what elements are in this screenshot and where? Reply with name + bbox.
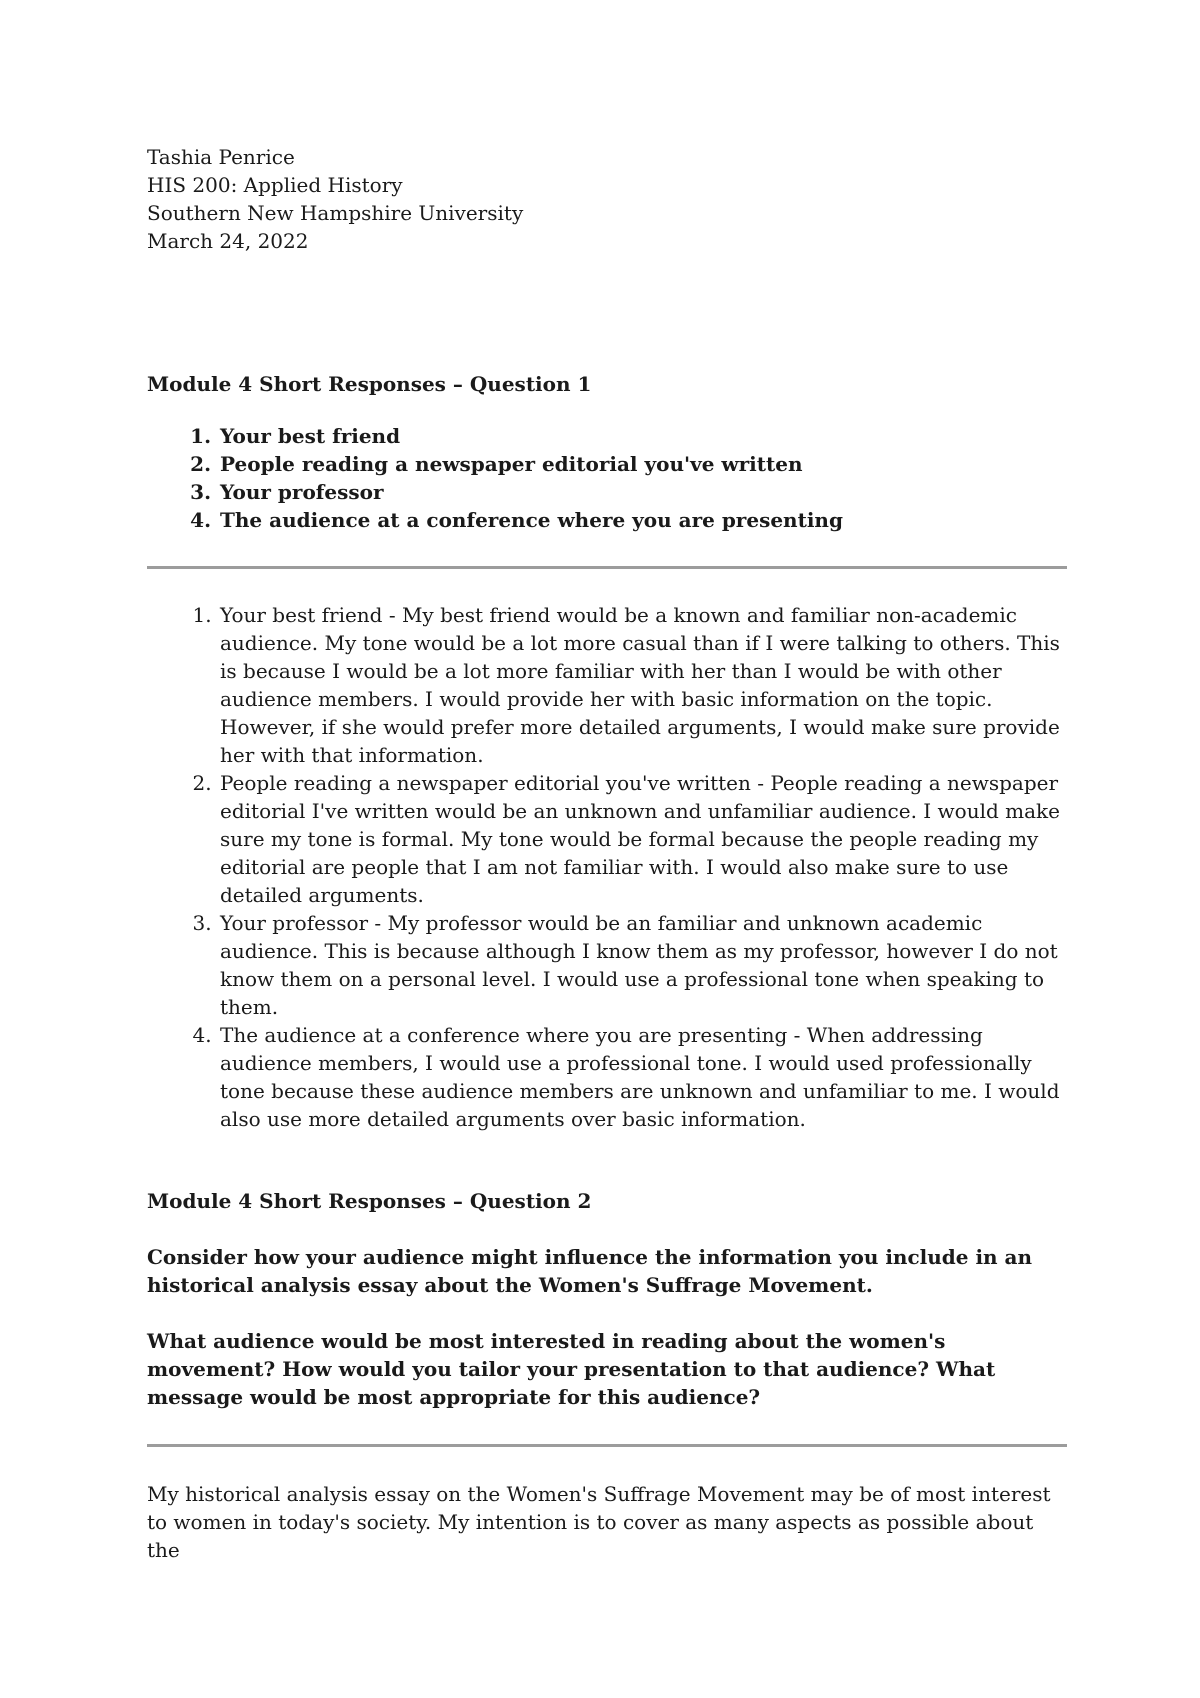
list-item: 1. Your best friend bbox=[218, 422, 1067, 450]
horizontal-rule bbox=[147, 566, 1067, 569]
course-name: HIS 200: Applied History bbox=[147, 173, 403, 197]
answer-item: 3. Your professor - My professor would be an familiar and unknown academic audience. This is because although I know them as my professor, however I do not know them on a personal level. I would use a professional tone when speaking to them. bbox=[218, 909, 1067, 1021]
list-item: 2. People reading a newspaper editorial you've written bbox=[218, 450, 1067, 478]
answer-item: 2. People reading a newspaper editorial you've written - People reading a newspaper editorial I've written would be an unknown and unfamiliar audience. I would make sure my tone is formal. My tone would be formal because the people reading my editorial are people that I am not familiar with. I would also make sure to use detailed arguments. bbox=[218, 769, 1067, 909]
horizontal-rule bbox=[147, 1444, 1067, 1447]
answer-item: 4. The audience at a conference where you are presenting - When addressing audience members, I would use a professional tone. I would used professionally tone because these audience members are unknown and unfamiliar to me. I would also use more detailed arguments over basic information. bbox=[218, 1021, 1067, 1133]
document-date: March 24, 2022 bbox=[147, 229, 309, 253]
list-item: 3. Your professor bbox=[218, 478, 1067, 506]
question-2-title: Module 4 Short Responses – Question 2 bbox=[147, 1189, 592, 1213]
answer-item: 1. Your best friend - My best friend would be a known and familiar non-academic audience. My tone would be a lot more casual than if I were talking to others. This is because I would be a lot more familiar with her than I would be with other audience members. I would provide her with basic information on the topic. However, if she would prefer more detailed arguments, I would make sure provide her with that information. bbox=[218, 601, 1067, 769]
list-item: 4. The audience at a conference where you are presenting bbox=[218, 506, 1067, 534]
question-2-answer: My historical analysis essay on the Women's Suffrage Movement may be of most interest to women in today's society. My intention is to cover as many aspects as possible about the bbox=[147, 1482, 1051, 1562]
author-name: Tashia Penrice bbox=[147, 145, 295, 169]
question-1-answers bbox=[147, 601, 1067, 1133]
question-2-prompt: Consider how your audience might influence the information you include in an historical analysis essay about the Women's Suffrage Movement. bbox=[147, 1245, 1033, 1297]
header-block bbox=[147, 143, 1067, 255]
question-1-title: Module 4 Short Responses – Question 1 bbox=[147, 372, 592, 396]
university-name: Southern New Hampshire University bbox=[147, 201, 524, 225]
question-1-items bbox=[147, 422, 1067, 534]
question-2-prompt: What audience would be most interested in reading about the women's movement? How would you tailor your presentation to that audience? What message would be most appropriate for this audience? bbox=[147, 1329, 996, 1409]
document-page bbox=[147, 143, 1067, 1564]
